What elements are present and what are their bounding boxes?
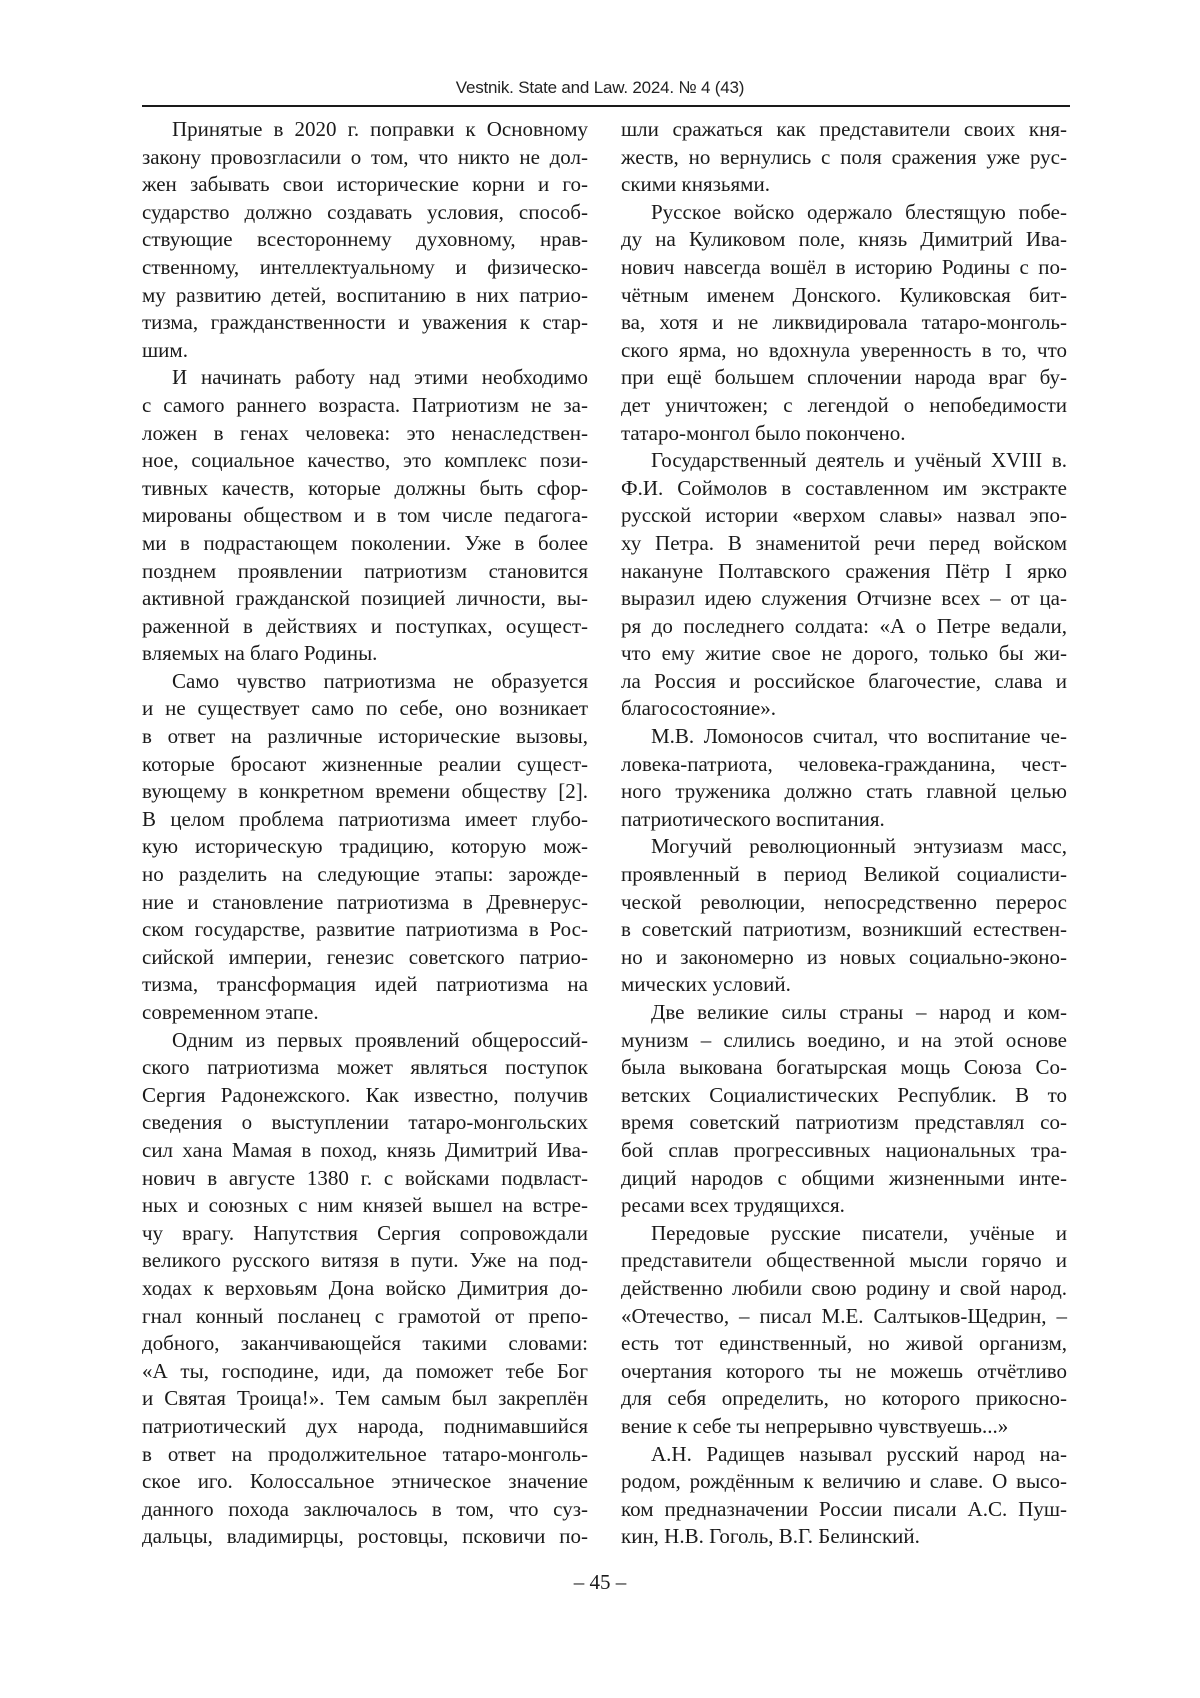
running-head: Vestnik. State and Law. 2024. № 4 (43) (0, 78, 1200, 98)
text-line: сил хана Мамая в поход, князь Димитрий Ива- (142, 1137, 588, 1165)
text-line: закону провозгласили о том, что никто не дол- (142, 144, 588, 172)
text-line: Русское войско одержало блестящую побе- (621, 199, 1067, 227)
text-line: мических условий. (621, 971, 1067, 999)
text-line: в советский патриотизм, возникший естествен- (621, 916, 1067, 944)
text-line: ного труженика должно стать главной целью (621, 778, 1067, 806)
text-line: выразил идею служения Отчизне всех – от ца- (621, 585, 1067, 613)
text-line: Передовые русские писатели, учёные и (621, 1220, 1067, 1248)
text-line: «А ты, господине, иди, да поможет тебе Бог (142, 1358, 588, 1386)
text-line: мированы обществом и в том числе педагога- (142, 502, 588, 530)
text-line: шим. (142, 337, 588, 365)
paragraph (142, 116, 588, 364)
paragraph (621, 833, 1067, 999)
text-line: сударство должно создавать условия, способ- (142, 199, 588, 227)
text-line: ху Петра. В знаменитой речи перед войском (621, 530, 1067, 558)
text-line: очертания которого ты не можешь отчётливо (621, 1358, 1067, 1386)
text-line: вляемых на благо Родины. (142, 640, 588, 668)
text-column-left (142, 116, 588, 1551)
text-line: скими князьями. (621, 171, 1067, 199)
text-line: и Святая Троица!». Тем самым был закреплён (142, 1385, 588, 1413)
text-line: ние и становление патриотизма в Древнерус- (142, 889, 588, 917)
text-line: русской истории «верхом славы» назвал эпо- (621, 502, 1067, 530)
text-line: дет уничтожен; с легендой о непобедимости (621, 392, 1067, 420)
text-line: ресами всех трудящихся. (621, 1192, 1067, 1220)
text-line: ствующие всестороннему духовному, нрав- (142, 226, 588, 254)
text-line: мунизм – слились воедино, и на этой основе (621, 1027, 1067, 1055)
text-line: проявленный в период Великой социалисти- (621, 861, 1067, 889)
text-line: с самого раннего возраста. Патриотизм не за- (142, 392, 588, 420)
text-line: Принятые в 2020 г. поправки к Основному (142, 116, 588, 144)
text-line: благосостояние». (621, 695, 1067, 723)
text-line: жеств, но вернулись с поля сражения уже рус- (621, 144, 1067, 172)
text-line: тизма, трансформация идей патриотизма на (142, 971, 588, 999)
text-line: А.Н. Радищев называл русский народ на- (621, 1441, 1067, 1469)
text-line: родом, рождённым к величию и славе. О высо- (621, 1468, 1067, 1496)
text-line: при ещё большем сплочении народа враг бу- (621, 364, 1067, 392)
text-line: ческой революции, непосредственно перерос (621, 889, 1067, 917)
text-line: чётным именем Донского. Куликовская бит- (621, 282, 1067, 310)
text-line: ми в подрастающем поколении. Уже в более (142, 530, 588, 558)
text-line: нович навсегда вошёл в историю Родины с по- (621, 254, 1067, 282)
text-line: но разделить на следующие этапы: зарожде- (142, 861, 588, 889)
text-line: современном этапе. (142, 999, 588, 1027)
text-line: ла Россия и российское благочестие, слава и (621, 668, 1067, 696)
text-line: вение к себе ты непрерывно чувствуешь...» (621, 1413, 1067, 1441)
text-line: Сергия Радонежского. Как известно, получив (142, 1082, 588, 1110)
text-line: ское иго. Колоссальное этническое значение (142, 1468, 588, 1496)
text-line: есть тот единственный, но живой организм, (621, 1330, 1067, 1358)
paragraph (142, 364, 588, 668)
text-line: ственному, интеллектуальному и физическо- (142, 254, 588, 282)
text-line: патриотического воспитания. (621, 806, 1067, 834)
text-line: чу врагу. Напутствия Сергия сопровождали (142, 1220, 588, 1248)
text-line: Ф.И. Соймолов в составленном им экстракте (621, 475, 1067, 503)
text-line: ложен в генах человека: это ненаследствен- (142, 420, 588, 448)
text-line: для себя определить, но которого прикосно- (621, 1385, 1067, 1413)
text-line: «Отечество, – писал М.Е. Салтыков-Щедрин, – (621, 1303, 1067, 1331)
text-line: жен забывать свои исторические корни и го- (142, 171, 588, 199)
text-line: которые бросают жизненные реалии сущест- (142, 751, 588, 779)
text-line: дальцы, владимирцы, ростовцы, псковичи по- (142, 1523, 588, 1551)
text-line: Само чувство патриотизма не образуется (142, 668, 588, 696)
text-line: кин, Н.В. Гоголь, В.Г. Белинский. (621, 1523, 1067, 1551)
text-line: что ему житие свое не дорого, только бы жи- (621, 640, 1067, 668)
text-line: ходах к верховьям Дона войско Димитрия до- (142, 1275, 588, 1303)
text-line: М.В. Ломоносов считал, что воспитание че- (621, 723, 1067, 751)
text-line: сийской империи, генезис советского патрио- (142, 944, 588, 972)
text-line: ря до последнего солдата: «А о Петре ведали, (621, 613, 1067, 641)
paragraph (621, 199, 1067, 447)
text-line: ком предназначении России писали А.С. Пуш- (621, 1496, 1067, 1524)
text-line: И начинать работу над этими необходимо (142, 364, 588, 392)
text-line: ском государстве, развитие патриотизма в Рос- (142, 916, 588, 944)
text-line: позднем проявлении патриотизм становится (142, 558, 588, 586)
text-line: раженной в действиях и поступках, осущест- (142, 613, 588, 641)
text-line: Государственный деятель и учёный XVIII в. (621, 447, 1067, 475)
text-line: ных и союзных с ним князей вышел на встре- (142, 1192, 588, 1220)
text-line: вующему в конкретном времени обществу [2]. (142, 778, 588, 806)
text-line: ского ярма, но вдохнула уверенность в то, что (621, 337, 1067, 365)
text-line: была выкована богатырская мощь Союза Со- (621, 1054, 1067, 1082)
paragraph (621, 447, 1067, 723)
text-line: и не существует само по себе, оно возникает (142, 695, 588, 723)
text-line: накануне Полтавского сражения Пётр I ярко (621, 558, 1067, 586)
paragraph (142, 668, 588, 1027)
paragraph (621, 1441, 1067, 1551)
text-line: ное, социальное качество, это комплекс пози- (142, 447, 588, 475)
text-line: в ответ на продолжительное татаро-монголь- (142, 1441, 588, 1469)
text-column-right (621, 116, 1067, 1551)
paragraph (621, 116, 1067, 199)
header-rule (142, 105, 1070, 107)
text-line: му развитию детей, воспитанию в них патрио- (142, 282, 588, 310)
text-line: ловека-патриота, человека-гражданина, чест- (621, 751, 1067, 779)
text-line: Две великие силы страны – народ и ком- (621, 999, 1067, 1027)
paragraph (621, 723, 1067, 833)
text-line: шли сражаться как представители своих кня- (621, 116, 1067, 144)
text-line: ского патриотизма может являться поступок (142, 1054, 588, 1082)
text-line: Одним из первых проявлений общероссий- (142, 1027, 588, 1055)
text-line: представители общественной мысли горячо и (621, 1247, 1067, 1275)
text-line: гнал конный посланец с грамотой от препо- (142, 1303, 588, 1331)
text-line: добного, заканчивающейся такими словами: (142, 1330, 588, 1358)
text-line: тизма, гражданственности и уважения к стар- (142, 309, 588, 337)
paragraph (621, 1220, 1067, 1441)
paragraph (142, 1027, 588, 1551)
text-line: время советский патриотизм представлял со- (621, 1109, 1067, 1137)
text-line: активной гражданской позицией личности, вы- (142, 585, 588, 613)
text-line: данного похода заключалось в том, что суз- (142, 1496, 588, 1524)
text-line: татаро-монгол было покончено. (621, 420, 1067, 448)
text-line: великого русского витязя в пути. Уже на под- (142, 1247, 588, 1275)
text-line: нович в августе 1380 г. с войсками подвласт- (142, 1165, 588, 1193)
text-line: ва, хотя и не ликвидировала татаро-монголь- (621, 309, 1067, 337)
text-line: но и закономерно из новых социально-эконо- (621, 944, 1067, 972)
text-line: действенно любили свою родину и свой народ. (621, 1275, 1067, 1303)
text-line: тивных качеств, которые должны быть сфор- (142, 475, 588, 503)
text-line: Могучий революционный энтузиазм масс, (621, 833, 1067, 861)
text-line: В целом проблема патриотизма имеет глубо- (142, 806, 588, 834)
text-line: диций народов с общими жизненными инте- (621, 1165, 1067, 1193)
text-line: кую историческую традицию, которую мож- (142, 833, 588, 861)
text-line: патриотический дух народа, поднимавшийся (142, 1413, 588, 1441)
text-line: ветских Социалистических Республик. В то (621, 1082, 1067, 1110)
text-line: ду на Куликовом поле, князь Димитрий Ива- (621, 226, 1067, 254)
paragraph (621, 999, 1067, 1220)
text-line: в ответ на различные исторические вызовы, (142, 723, 588, 751)
text-line: бой сплав прогрессивных национальных тра- (621, 1137, 1067, 1165)
page-number: – 45 – (0, 1570, 1200, 1595)
text-line: сведения о выступлении татаро-монгольских (142, 1109, 588, 1137)
